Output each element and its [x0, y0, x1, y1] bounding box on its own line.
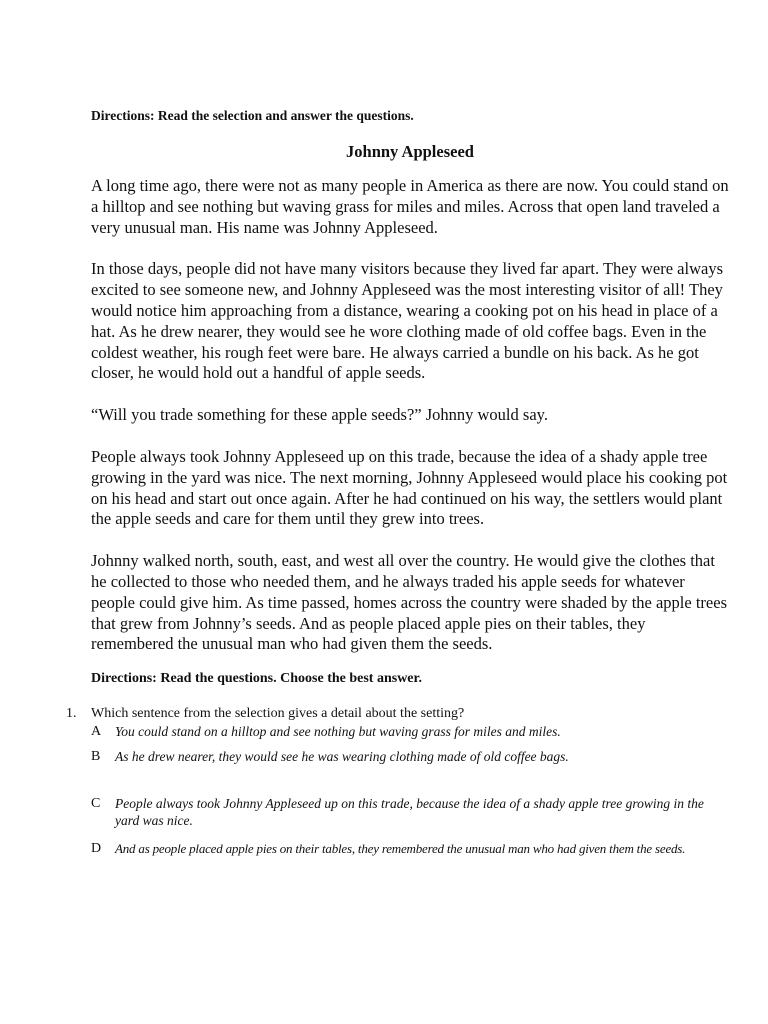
- document-page: [66, 108, 731, 857]
- option-text: You could stand on a hilltop and see nothing but waving grass for miles and miles.: [115, 724, 561, 740]
- option-letter: B: [91, 749, 101, 765]
- passage-paragraph-2: In those days, people did not have many visitors because they lived far apart. They were always excited to see someone new, and Johnny Appleseed was the most interesting visitor of all! They would notice him approaching from a distance, wearing a cooking pot on his head in place of a hat. As he drew nearer, they would see he wore clothing made of old coffee bags. Even in the coldest weather, his rough feet were bare. He always carried a bundle on his back. As he got closer, he would hold out a handful of apple seeds.: [91, 259, 723, 383]
- answer-option-d[interactable]: [91, 840, 731, 857]
- answer-option-b[interactable]: [91, 748, 731, 765]
- question-stem: Which sentence from the selection gives a detail about the setting?: [91, 706, 465, 722]
- passage-paragraph-3: “Will you trade something for these apple seeds?” Johnny would say.: [91, 405, 548, 425]
- question-number: 1.: [66, 706, 77, 722]
- option-letter: C: [91, 796, 101, 812]
- directions-reading: Directions: Read the selection and answer the questions.: [91, 108, 414, 123]
- option-text: And as people placed apple pies on their tables, they remembered the unusual man who had given them the seeds.: [115, 841, 686, 857]
- option-text: People always took Johnny Appleseed up on this trade, because the idea of a shady apple tree growing in the yard was nice.: [115, 796, 704, 829]
- directions-questions: Directions: Read the questions. Choose the best answer.: [91, 671, 422, 687]
- answer-option-a[interactable]: [91, 723, 731, 740]
- passage-paragraph-4: People always took Johnny Appleseed up on this trade, because the idea of a shady apple tree growing in the yard was nice. The next morning, Johnny Appleseed would place his cooking pot on his head and start out once again. After he had continued on his way, the settlers would plant the apple seeds and care for them until they grew into trees.: [91, 446, 728, 529]
- option-letter: A: [91, 724, 102, 740]
- answer-option-c[interactable]: [91, 795, 731, 829]
- option-text: As he drew nearer, they would see he was wearing clothing made of old coffee bags.: [115, 749, 569, 765]
- question-1: [66, 706, 731, 857]
- passage-paragraph-5: Johnny walked north, south, east, and west all over the country. He would give the clothes that he collected to those who needed them, and he always traded his apple seeds for whatever people could give him. As time passed, homes across the country were shaded by the apple trees that grew from Johnny’s seeds. And as people placed apple pies on their tables, they remembered the unusual man who had given them the seeds.: [91, 551, 727, 654]
- passage-title: Johnny Appleseed: [346, 142, 474, 161]
- option-letter: D: [91, 841, 102, 857]
- passage-paragraph-1: A long time ago, there were not as many people in America as there are now. You could stand on a hilltop and see nothing but waving grass for miles and miles. Across that open land traveled a very unusual man. His name was Johnny Appleseed.: [91, 176, 729, 237]
